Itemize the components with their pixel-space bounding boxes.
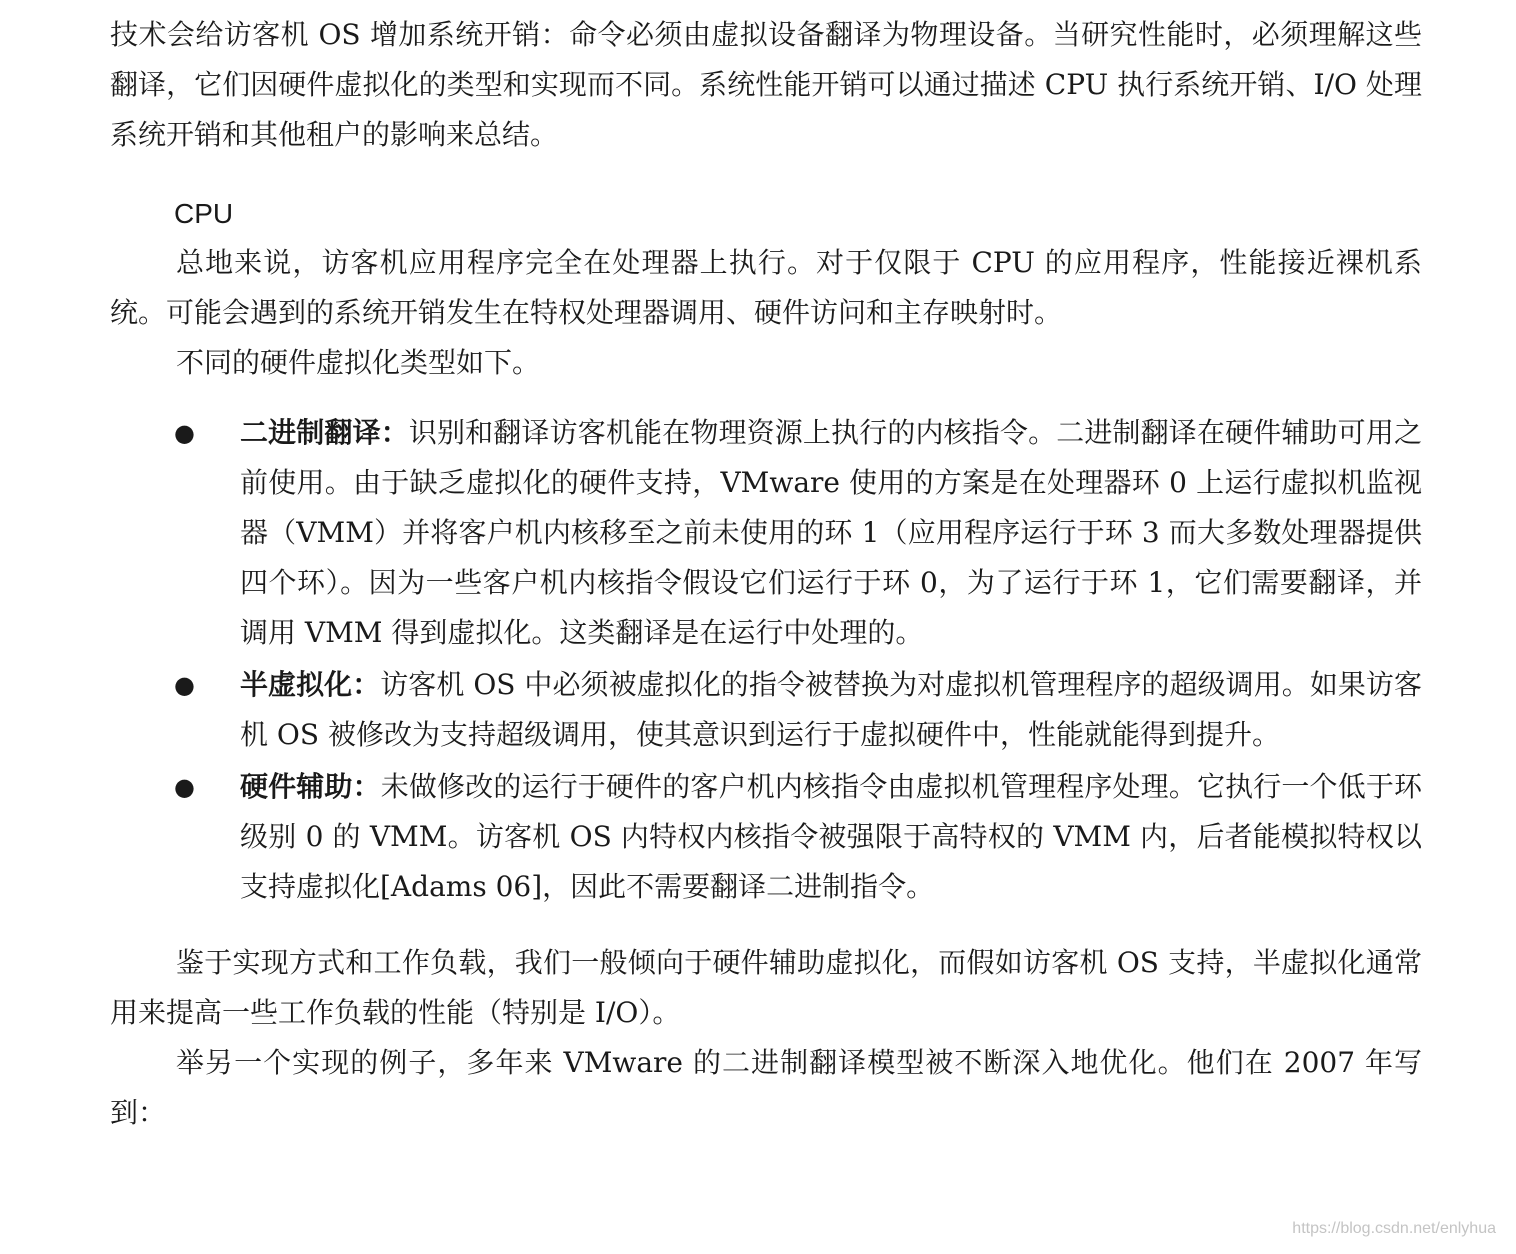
document-page [110, 10, 1422, 1138]
cpu-paragraph-4: 举另一个实现的例子，多年来 VMware 的二进制翻译模型被不断深入地优化。他们在 2007 年写到： [110, 1046, 1422, 1129]
list-item-paravirtualization [174, 660, 1422, 760]
bullet-icon: ● [174, 773, 195, 801]
virtualization-types-list [110, 408, 1422, 912]
list-item-text: 未做修改的运行于硬件的客户机内核指令由虚拟机管理程序处理。它执行一个低于环级别 0 的 VMM。访客机 OS 内特权内核指令被强限于高特权的 VMM 内，后者能模拟特权以支持虚拟化[Adams 06]，因此不需要翻译二进制指令。 [240, 770, 1422, 903]
section-heading-cpu: CPU [174, 198, 234, 229]
watermark-url: https://blog.csdn.net/enlyhua [1292, 1220, 1496, 1237]
cpu-paragraph-3: 鉴于实现方式和工作负载，我们一般倾向于硬件辅助虚拟化，而假如访客机 OS 支持，半虚拟化通常用来提高一些工作负载的性能（特别是 I/O）。 [110, 946, 1422, 1029]
list-item-binary-translation [174, 408, 1422, 658]
list-item-term: 硬件辅助： [240, 770, 381, 803]
bullet-icon: ● [174, 671, 195, 699]
list-item-term: 二进制翻译： [240, 416, 409, 449]
list-item-term: 半虚拟化： [240, 668, 381, 701]
cpu-paragraph-2: 不同的硬件虚拟化类型如下。 [176, 346, 541, 379]
list-item-text: 识别和翻译访客机能在物理资源上执行的内核指令。二进制翻译在硬件辅助可用之前使用。由于缺乏虚拟化的硬件支持，VMware 使用的方案是在处理器环 0 上运行虚拟机监视器（VMM）并将客户机内核移至之前未使用的环 1（应用程序运行于环 3 而大多数处理器提供四个环）。因为一些客户机内核指令假设它们运行于环 0，为了运行于环 1，它们需要翻译，并调用 VMM 得到虚拟化。这类翻译是在运行中处理的。 [240, 416, 1422, 649]
list-item-hardware-assisted [174, 762, 1422, 912]
intro-paragraph: 技术会给访客机 OS 增加系统开销：命令必须由虚拟设备翻译为物理设备。当研究性能时，必须理解这些翻译，它们因硬件虚拟化的类型和实现而不同。系统性能开销可以通过描述 CPU 执行系统开销、I/O 处理系统开销和其他租户的影响来总结。 [110, 18, 1422, 151]
list-item-text: 访客机 OS 中必须被虚拟化的指令被替换为对虚拟机管理程序的超级调用。如果访客机 OS 被修改为支持超级调用，使其意识到运行于虚拟硬件中，性能就能得到提升。 [240, 668, 1422, 751]
cpu-paragraph-1: 总地来说，访客机应用程序完全在处理器上执行。对于仅限于 CPU 的应用程序，性能接近裸机系统。可能会遇到的系统开销发生在特权处理器调用、硬件访问和主存映射时。 [110, 246, 1422, 329]
bullet-icon: ● [174, 419, 195, 447]
